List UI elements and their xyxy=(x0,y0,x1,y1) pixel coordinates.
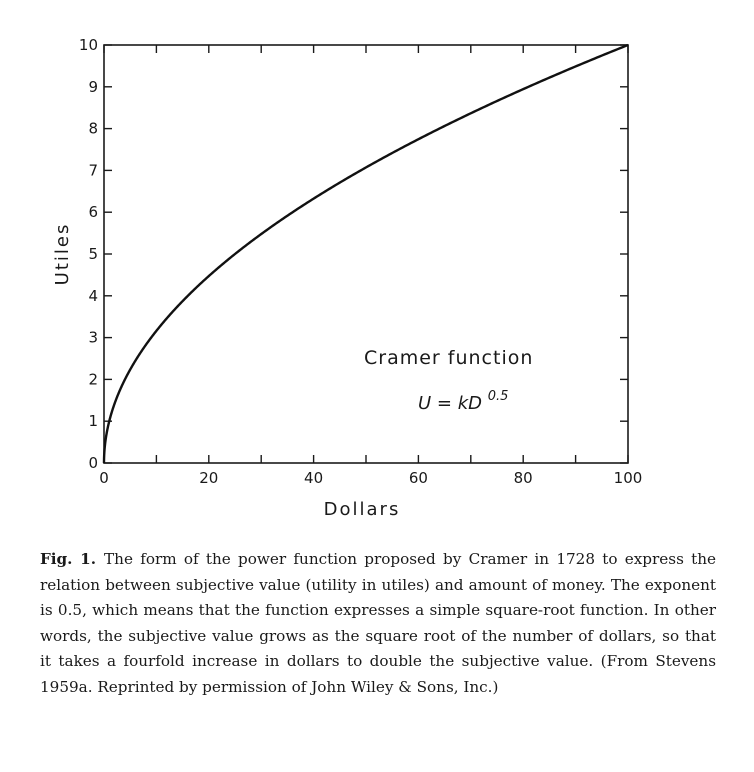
y-tick-label: 5 xyxy=(88,245,98,263)
tick-labels xyxy=(79,36,642,487)
plot-axes xyxy=(104,45,628,463)
formula-exponent: 0.5 xyxy=(487,389,509,404)
y-tick-label: 4 xyxy=(88,286,98,305)
y-tick-label: 1 xyxy=(88,412,98,431)
y-tick-label: 3 xyxy=(88,328,98,347)
x-tick-label: 20 xyxy=(199,469,219,487)
formula-base: U = kD xyxy=(418,393,482,414)
y-tick-label: 10 xyxy=(78,36,98,54)
x-tick-label: 40 xyxy=(304,469,324,487)
caption-text: The form of the power function proposed by Cramer in 1728 to express the relation between subjective value (utility in utiles) and amount of money. The exponent is 0.5, which means that the function expresses a simple square-root function. In other words, the subjective value grows as the square root of the number of dollars, so that it takes a fourfold increase in dollars to double the subjective value. (From Stevens 1959a. Reprinted by permission of John Wiley & Sons, Inc.) xyxy=(40,550,716,696)
y-axis-title: Utiles xyxy=(52,222,73,286)
y-tick-label: 6 xyxy=(88,203,98,222)
y-tick-label: 9 xyxy=(88,77,98,96)
x-tick-label: 60 xyxy=(408,469,428,487)
x-tick-label: 80 xyxy=(513,469,533,487)
y-tick-label: 7 xyxy=(88,161,98,180)
x-tick-label: 0 xyxy=(99,469,109,487)
y-tick-label: 2 xyxy=(88,370,98,389)
figure-caption xyxy=(40,547,716,701)
formula-annotation xyxy=(418,389,508,414)
plot-frame xyxy=(104,45,628,463)
y-tick-label: 8 xyxy=(88,119,98,138)
x-axis-title: Dollars xyxy=(323,499,401,520)
x-tick-label: 100 xyxy=(613,469,643,487)
cramer-function-label: Cramer function xyxy=(364,347,534,369)
series-line xyxy=(104,45,628,463)
y-tick-label: 0 xyxy=(88,454,98,472)
figure-label: Fig. 1. xyxy=(40,550,97,568)
tick-marks xyxy=(104,45,628,463)
